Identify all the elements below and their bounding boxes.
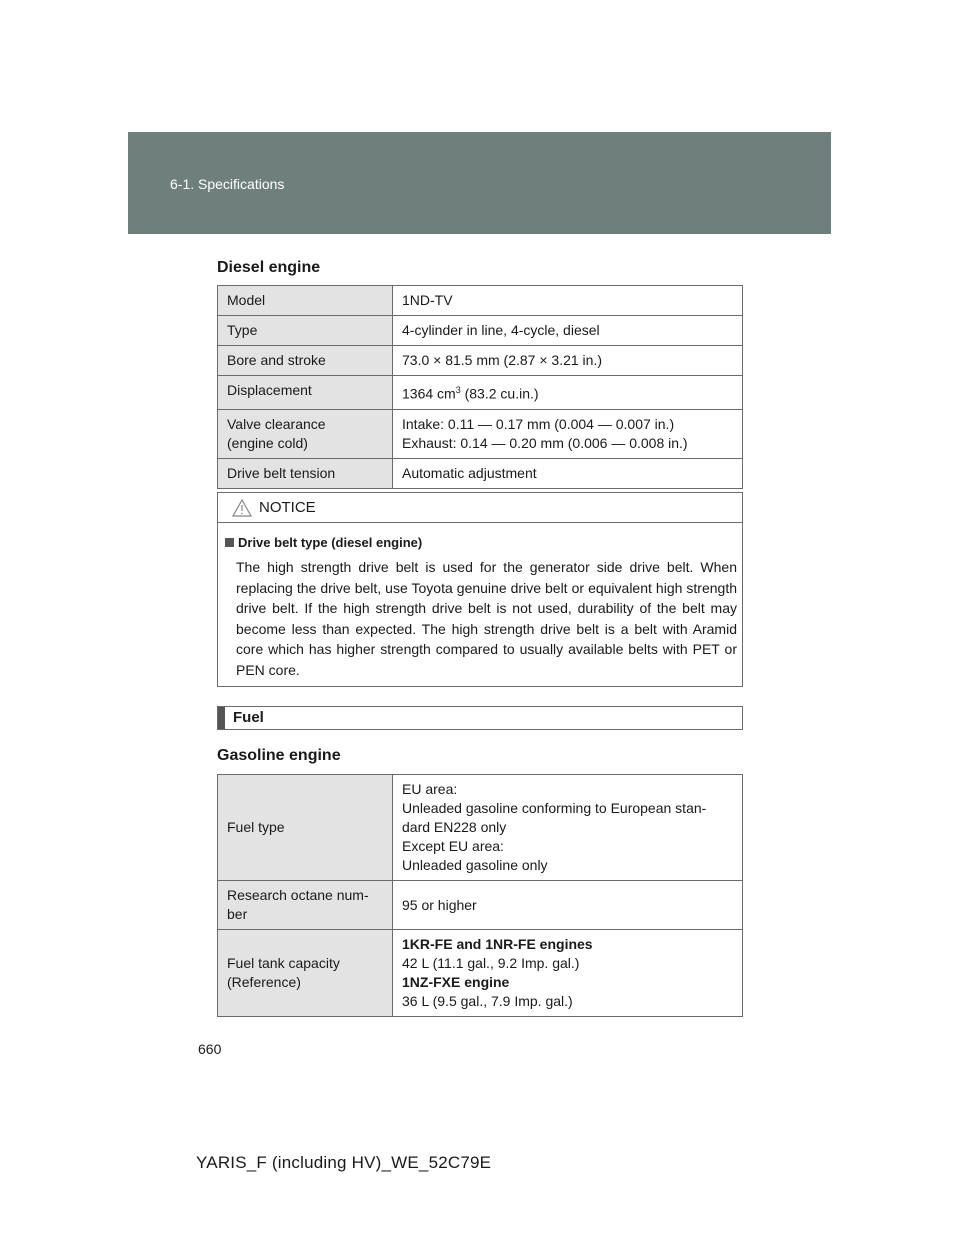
- spec-key-line: Research octane num-: [227, 887, 369, 903]
- displacement-value: 1364 cm: [402, 385, 456, 402]
- spec-key: Model: [218, 286, 393, 316]
- table-row: [218, 930, 743, 1017]
- notice-header: [218, 493, 742, 523]
- notice-body: The high strength drive belt is used for the generator side drive belt. When replacing the drive belt, use Toyota genuine drive belt or equivalent high strength drive belt. If the high strength drive belt is not used, durability of the belt may become less than expected. The high strength drive belt is a belt with Aramid core which has higher strength compared to usually available belts with PET or PEN core.: [236, 559, 737, 678]
- fuel-section-title: Fuel: [233, 709, 264, 726]
- spec-value-line: dard EN228 only: [402, 819, 507, 835]
- spec-key: Bore and stroke: [218, 346, 393, 376]
- displacement-imperial: (83.2 cu.in.): [460, 385, 539, 402]
- spec-value: [393, 409, 743, 458]
- spec-value-line: EU area:: [402, 781, 458, 797]
- document-footer: YARIS_F (including HV)_WE_52C79E: [196, 1153, 492, 1172]
- spec-key: Type: [218, 316, 393, 346]
- gasoline-heading: Gasoline engine: [217, 747, 341, 764]
- section-marker: [218, 707, 225, 729]
- displacement-unit-exponent: 3: [455, 385, 461, 395]
- notice-subtitle-text: Drive belt type (diesel engine): [238, 535, 423, 550]
- spec-value: 73.0 × 81.5 mm (2.87 × 3.21 in.): [393, 346, 743, 376]
- spec-value: 4-cylinder in line, 4-cycle, diesel: [393, 316, 743, 346]
- spec-value: Automatic adjustment: [393, 458, 743, 488]
- table-row: [218, 775, 743, 881]
- spec-key: Displacement: [218, 376, 393, 410]
- spec-key: [218, 930, 393, 1017]
- spec-key: Fuel type: [218, 775, 393, 881]
- table-row: [218, 346, 743, 376]
- engine-label: 1NZ-FXE engine: [402, 974, 510, 990]
- spec-value-line: Exhaust: 0.14 — 0.20 mm (0.006 — 0.008 in.): [402, 434, 688, 451]
- table-row: [218, 458, 743, 488]
- warning-triangle-icon: [232, 499, 252, 517]
- spec-key-line: (Reference): [227, 974, 301, 990]
- section-title: 6-1. Specifications: [170, 176, 285, 192]
- table-row: [218, 376, 743, 410]
- table-row: [218, 316, 743, 346]
- page-number: 660: [198, 1041, 222, 1057]
- spec-key: [218, 881, 393, 930]
- notice-subtitle: [225, 535, 422, 550]
- table-row: [218, 881, 743, 930]
- spec-value: [393, 930, 743, 1017]
- spec-value-line: Except EU area:: [402, 838, 504, 854]
- spec-value: [393, 775, 743, 881]
- spec-key-line: ber: [227, 906, 248, 922]
- spec-key-line: (engine cold): [227, 434, 308, 451]
- spec-value-line: 42 L (11.1 gal., 9.2 Imp. gal.): [402, 955, 580, 971]
- spec-key: [218, 409, 393, 458]
- spec-key: Drive belt tension: [218, 458, 393, 488]
- spec-value-line: 36 L (9.5 gal., 7.9 Imp. gal.): [402, 993, 573, 1009]
- notice-box: [217, 492, 743, 687]
- diesel-spec-table: [217, 285, 743, 489]
- spec-key-line: Fuel tank capacity: [227, 955, 340, 971]
- spec-value: [393, 376, 743, 410]
- section-header: [128, 132, 831, 234]
- engine-label: 1KR-FE and 1NR-FE engines: [402, 936, 593, 952]
- fuel-spec-table: [217, 774, 743, 1017]
- spec-value: 95 or higher: [393, 881, 743, 930]
- fuel-section-bar: [217, 706, 743, 730]
- spec-key-line: Valve clearance: [227, 415, 326, 432]
- spec-value: 1ND-TV: [393, 286, 743, 316]
- spec-value-line: Unleaded gasoline conforming to European stan-: [402, 800, 707, 816]
- notice-title: NOTICE: [259, 499, 316, 516]
- spec-value-line: Unleaded gasoline only: [402, 857, 548, 873]
- diesel-heading: Diesel engine: [217, 259, 321, 276]
- table-row: [218, 409, 743, 458]
- spec-value-line: Intake: 0.11 — 0.17 mm (0.004 — 0.007 in.): [402, 415, 675, 432]
- bullet-square-icon: [225, 538, 234, 547]
- table-row: [218, 286, 743, 316]
